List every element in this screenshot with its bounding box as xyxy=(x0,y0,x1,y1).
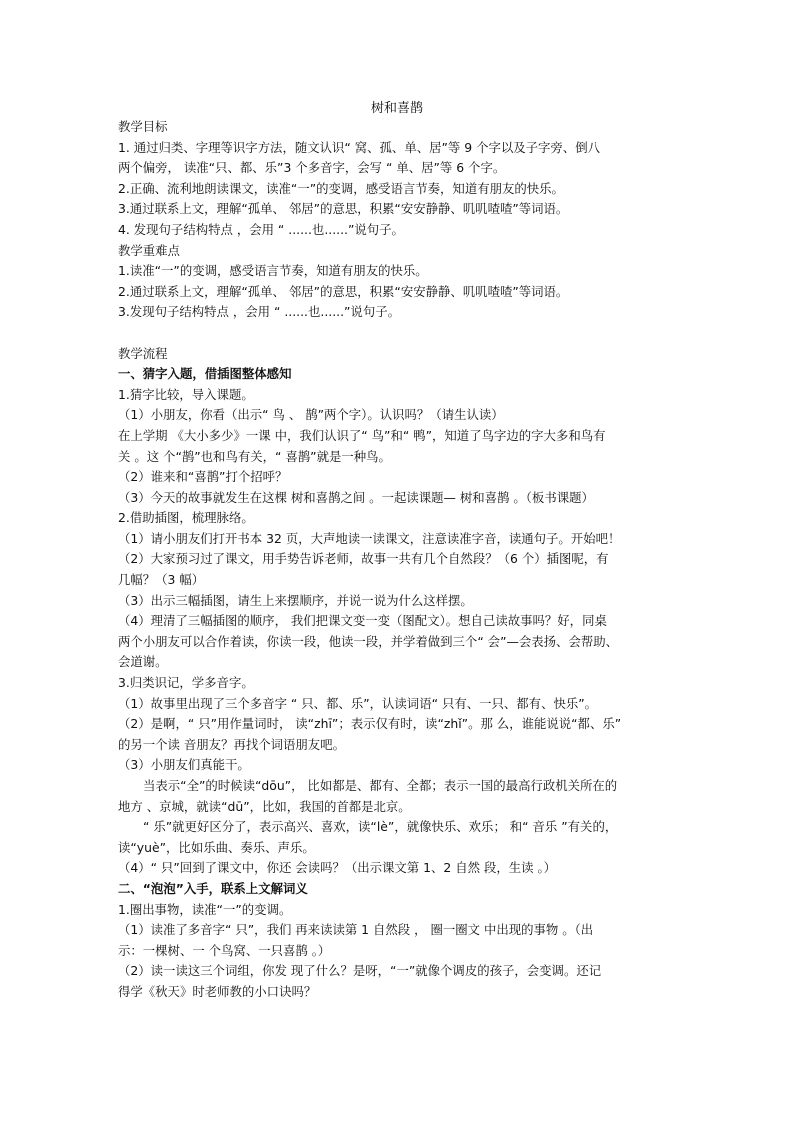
paragraph-line: （1）故事里出现了三个多音字 “ 只、都、乐”，认读词语“ 只有、一只、都有、快乐”。 xyxy=(118,695,598,711)
paragraph-line: （2）谁来和“喜鹊”打个招呼？ xyxy=(118,469,288,485)
paragraph-line: 的另一个读 音朋友？再找个词语朋友吧。 xyxy=(118,736,345,752)
paragraph-line: 得学《秋天》时老师教的小口诀吗？ xyxy=(118,983,317,999)
blank-line xyxy=(118,323,688,344)
goal-2: 2.正确、流利地朗读课文，读准“一”的变调，感受语言节奏，知道有朋友的快乐。 xyxy=(118,180,564,196)
paragraph-line: 示：一棵树、一 个鸟窝、一只喜鹊 。） xyxy=(118,942,331,958)
step-2-1: 1.圈出事物，读准“一”的变调。 xyxy=(118,901,292,917)
step-1-2: 2.借助插图，梳理脉络。 xyxy=(118,510,254,526)
paragraph-line: （2）大家预习过了课文，用手势告诉老师，故事一共有几个自然段？（6 个）插图呢，有 xyxy=(118,551,609,567)
goal-1-line-1: 1. 通过归类、字理等识字方法，随文认识“ 窝、孤、单、居”等 9 个字以及子字旁、倒八 xyxy=(118,139,600,155)
section-1-heading: 一、猜字入题，借插图整体感知 xyxy=(118,366,292,382)
document-body xyxy=(118,117,688,1003)
paragraph-line: （4）“ 只”回到了课文中，你还 会读吗？（出示课文第 1、2 自然 段，生读 。） xyxy=(118,860,557,876)
difficulty-2: 2.通过联系上文，理解“孤单、 邻居”的意思，积累“安安静静、叽叽喳喳”等词语。 xyxy=(118,283,569,299)
goal-3: 3.通过联系上文，理解“孤单、 邻居”的意思，积累“安安静静、叽叽喳喳”等词语。 xyxy=(118,201,569,217)
paragraph-line: 在上学期 《大小多少》一课 中，我们认识了“ 鸟”和“ 鸭”，知道了鸟字边的字大多和鸟有 xyxy=(118,427,606,443)
step-1-1: 1.猜字比较，导入课题。 xyxy=(118,386,254,402)
paragraph-line: 关 。这 个“鹊”也和鸟有关，“ 喜鹊”就是一种鸟。 xyxy=(118,448,391,464)
paragraph-line: （2）读一读这三个词组，你发 现了什么？是呀，“一”就像个调皮的孩子，会变调。还记 xyxy=(118,963,602,979)
paragraph-line: 当表示“全”的时候读“dōu”， 比如都是、都有、全都；表示一国的最高行政机关所在的 xyxy=(143,778,618,793)
step-1-3: 3.归类识记，学多音字。 xyxy=(118,675,254,691)
paragraph-line: 地方 、京城，就读“dū”，比如，我国的首都是北京。 xyxy=(118,798,411,814)
section-2-heading: 二、“泡泡”入手，联系上文解词义 xyxy=(118,880,308,896)
paragraph-line: （2）是啊，“ 只”用作量词时， 读“zhī”；表示仅有时，读“zhǐ”。那 么，谁能说说“都、乐” xyxy=(118,716,622,732)
heading-teaching-goals: 教学目标 xyxy=(118,119,168,134)
difficulty-1: 1.读准“一”的变调，感受语言节奏，知道有朋友的快乐。 xyxy=(118,263,428,279)
paragraph-line: 两个小朋友可以合作着读，你读一段，他读一段，并学着做到三个“ 会”—会表扬、会帮助、 xyxy=(118,633,619,649)
goal-1-line-2: 两个偏旁， 读准“只、都、乐”3 个多音字，会写 “ 单、居”等 6 个字。 xyxy=(118,160,506,176)
paragraph-line: （3）出示三幅插图，请生上来摆顺序，并说一说为什么这样摆。 xyxy=(118,592,473,608)
paragraph-line: 读“yuè”，比如乐曲、奏乐、声乐。 xyxy=(118,839,315,855)
paragraph-line: （3）今天的故事就发生在这棵 树和喜鹊之间 。一起读课题— 树和喜鹊 。（板书课题） xyxy=(118,489,594,505)
paragraph-line: （1）读准了多音字“ 只”，我们 再来读读第 1 自然段 ， 圈一圈文 中出现的事物 。（出 xyxy=(118,922,594,938)
paragraph-line: 几幅？（3 幅） xyxy=(118,572,205,588)
document-title: 树和喜鹊 xyxy=(370,101,423,116)
goal-4: 4. 发现句子结构特点 ，会用 “ ......也......”说句子。 xyxy=(118,221,404,237)
paragraph-line: （1）小朋友，你看（出示“ 鸟 、 鹊”两个字）。认识吗？（请生认读） xyxy=(118,407,504,423)
paragraph-line: 会道谢。 xyxy=(118,654,168,670)
difficulty-3: 3.发现句子结构特点 ，会用 “ ......也......”说句子。 xyxy=(118,304,400,320)
heading-key-difficulties: 教学重难点 xyxy=(118,242,180,258)
paragraph-line: （3）小朋友们真能干。 xyxy=(118,757,250,773)
paragraph-line: （4）理清了三幅插图的顺序， 我们把课文变一变（图配文）。想自己读故事吗？好，同桌 xyxy=(118,613,607,629)
paragraph-line: （1）请小朋友们打开书本 32 页，大声地读一读课文，注意读准字音，读通句子。开始吧！ xyxy=(118,530,621,546)
paragraph-line: “ 乐”就更好区分了，表示高兴、喜欢，读“lè”，就像快乐、欢乐； 和“ 音乐 ”有关的， xyxy=(143,819,618,835)
heading-teaching-process: 教学流程 xyxy=(118,345,168,361)
